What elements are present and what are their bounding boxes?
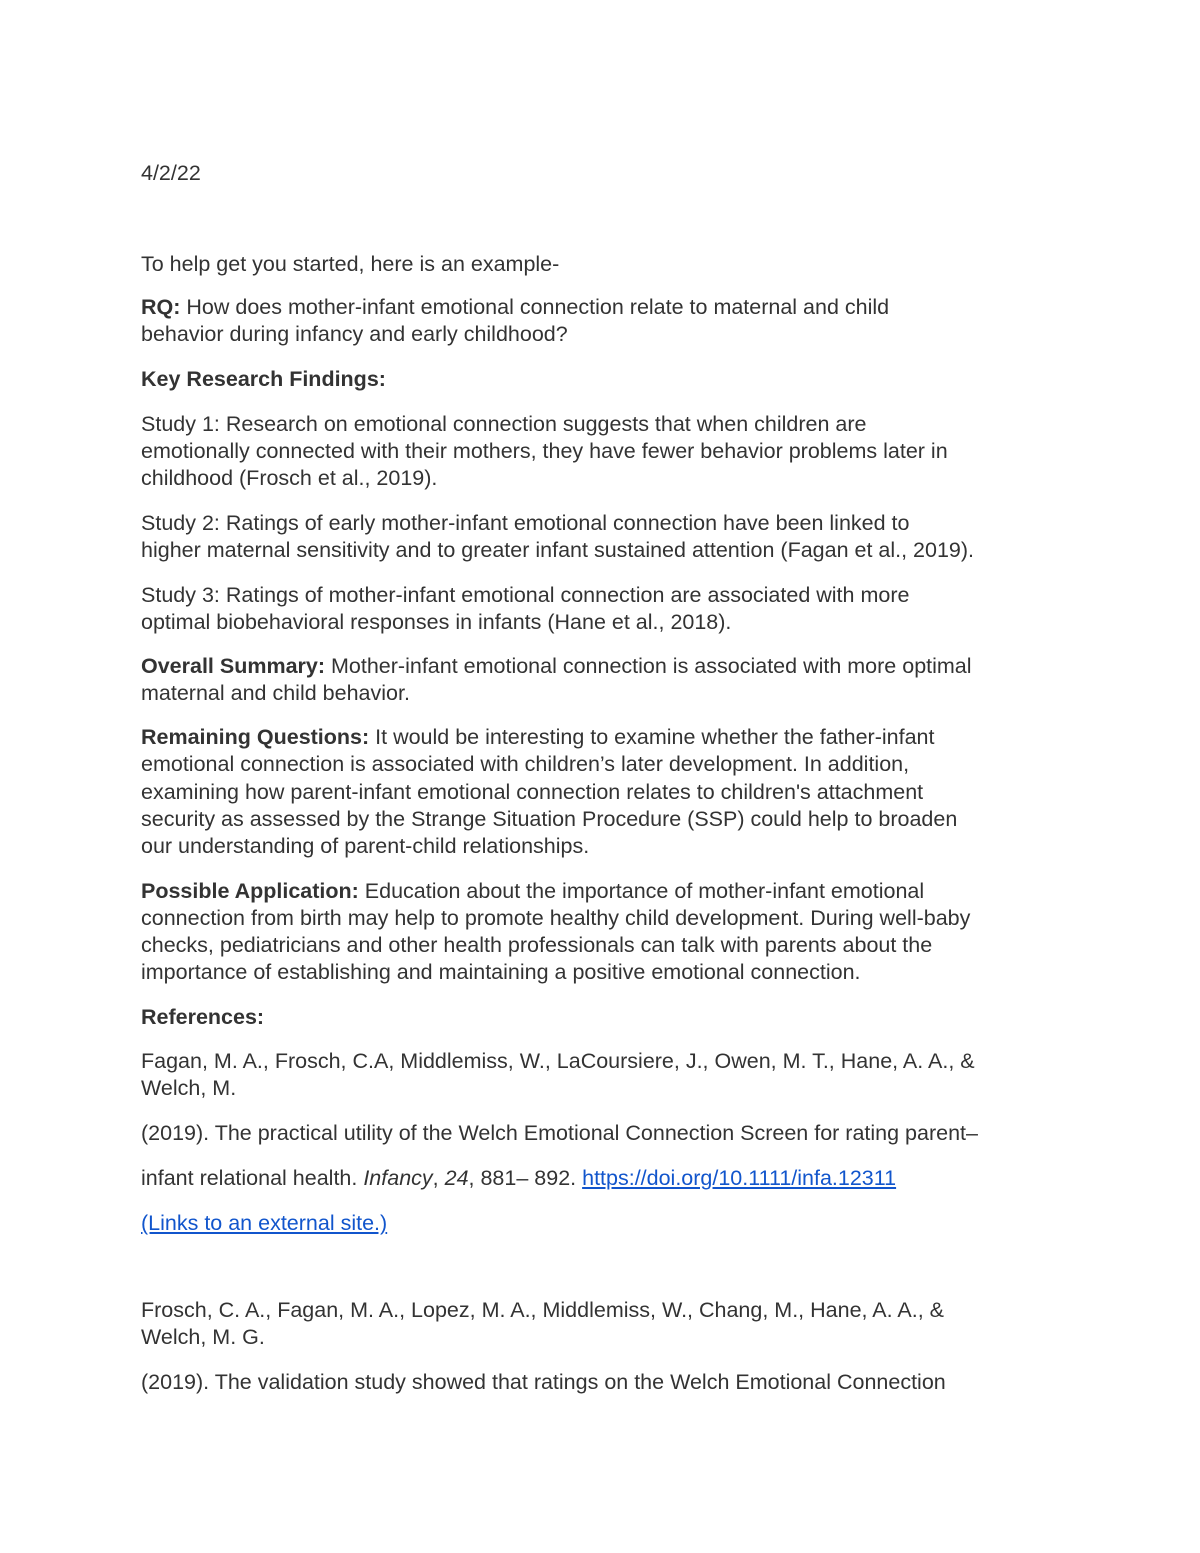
summary-line-1 <box>141 653 972 680</box>
summary-line-2: maternal and child behavior. <box>141 681 410 705</box>
ref1-title-line: (2019). The practical utility of the Welch Emotional Connection Screen for rating parent– <box>141 1121 978 1145</box>
study1-line-1: Study 1: Research on emotional connection suggests that when children are <box>141 412 867 436</box>
study2-line-2: higher maternal sensitivity and to greater infant sustained attention (Fagan et al., 2019). <box>141 538 975 562</box>
application-line-1 <box>141 878 924 905</box>
study1-line-2: emotionally connected with their mothers, they have fewer behavior problems later in <box>141 439 948 463</box>
study1-line-3: childhood (Frosch et al., 2019). <box>141 466 438 490</box>
ref1-volume: 24 <box>444 1166 469 1190</box>
summary-text: Mother-infant emotional connection is associated with more optimal <box>325 654 972 678</box>
ref1-doi-link[interactable]: https://doi.org/10.1111/infa.12311 <box>582 1166 897 1190</box>
remaining-line-3: examining how parent-infant emotional connection relates to children's attachment <box>141 780 924 804</box>
remaining-text: It would be interesting to examine whether the father-infant <box>369 725 935 749</box>
remaining-line-2: emotional connection is associated with children’s later development. In addition, <box>141 752 910 776</box>
remaining-line-5: our understanding of parent-child relationships. <box>141 834 590 858</box>
study3-line-2: optimal biobehavioral responses in infants (Hane et al., 2018). <box>141 610 732 634</box>
rq-text: How does mother-infant emotional connection relate to maternal and child <box>180 295 890 319</box>
application-line-3: checks, pediatricians and other health professionals can talk with parents about the <box>141 933 933 957</box>
remaining-label: Remaining Questions: <box>141 725 370 749</box>
rq-line-1 <box>141 294 889 321</box>
application-text: Education about the importance of mother-infant emotional <box>358 879 925 903</box>
external-site-link[interactable]: (Links to an external site.) <box>141 1211 388 1235</box>
intro-text: To help get you started, here is an example- <box>141 252 560 276</box>
ref2-authors-line-1: Frosch, C. A., Fagan, M. A., Lopez, M. A., Middlemiss, W., Chang, M., Hane, A. A., & <box>141 1298 944 1322</box>
ref1-journal: Infancy <box>363 1166 433 1190</box>
ref1-comma: , <box>432 1166 445 1190</box>
key-findings-heading: Key Research Findings: <box>141 367 386 391</box>
ref1-external-line <box>141 1210 387 1237</box>
ref1-pages: , 881– 892. <box>468 1166 583 1190</box>
document-date: 4/2/22 <box>141 161 201 185</box>
application-label: Possible Application: <box>141 879 359 903</box>
ref1-title-end: infant relational health. <box>141 1166 364 1190</box>
summary-label: Overall Summary: <box>141 654 326 678</box>
ref1-authors-line-2: Welch, M. <box>141 1076 237 1100</box>
rq-line-2: behavior during infancy and early childhood? <box>141 322 568 346</box>
application-line-2: connection from birth may help to promote healthy child development. During well-baby <box>141 906 971 930</box>
remaining-line-4: security as assessed by the Strange Situation Procedure (SSP) could help to broaden <box>141 807 958 831</box>
study2-line-1: Study 2: Ratings of early mother-infant emotional connection have been linked to <box>141 511 910 535</box>
rq-label: RQ: <box>141 295 181 319</box>
references-heading: References: <box>141 1005 265 1029</box>
application-line-4: importance of establishing and maintaining a positive emotional connection. <box>141 960 861 984</box>
study3-line-1: Study 3: Ratings of mother-infant emotional connection are associated with more <box>141 583 910 607</box>
ref2-title-line: (2019). The validation study showed that ratings on the Welch Emotional Connection <box>141 1370 946 1394</box>
ref1-authors-line-1: Fagan, M. A., Frosch, C.A, Middlemiss, W., LaCoursiere, J., Owen, M. T., Hane, A. A., & <box>141 1049 975 1073</box>
ref2-authors-line-2: Welch, M. G. <box>141 1325 265 1349</box>
remaining-line-1 <box>141 724 934 751</box>
ref1-citation-line <box>141 1165 896 1192</box>
